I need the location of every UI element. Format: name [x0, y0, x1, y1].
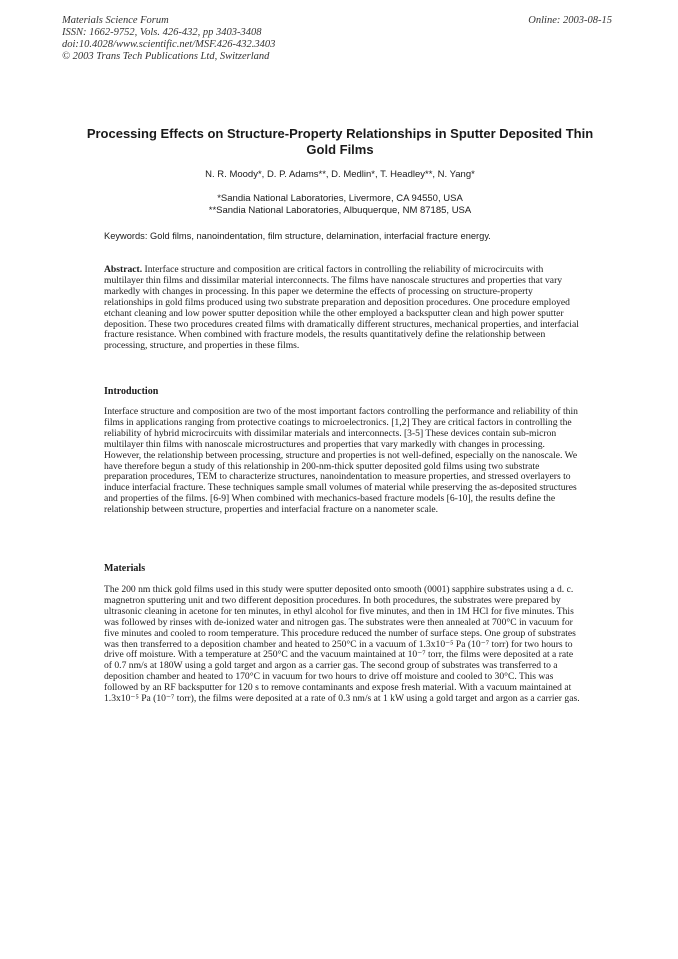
journal-name: Materials Science Forum — [62, 15, 169, 26]
page-header — [62, 15, 275, 63]
affiliation-albuquerque: **Sandia National Laboratories, Albuquerque, NM 87185, USA — [208, 205, 472, 216]
issn-line: ISSN: 1662-9752, Vols. 426-432, pp 3403-3408 — [62, 27, 262, 38]
introduction-paragraph: Interface structure and composition are two of the most important factors controlling the performance and reliability of thin films in applications ranging from protective coatings to microelectronics. [1,2] They are critical factors in controlling the reliability of hybrid microcircuits with dissimilar materials and interconnects. [3-5] These devices contain sub-micron multilayer thin films with nanoscale microstructures and properties that vary markedly with changes in processing. However, the relationship between processing, structure and properties is not well-defined, especially on the nanoscale. We have therefore begun a study of this relationship in 200-nm-thick sputter deposited gold films using two substrate preparation procedures, TEM to characterize structures, nanoindentation to measure properties, and stressed overlayers to induce interfacial fracture. These techniques sample small volumes of material while preserving the as-deposited structures and properties of the films. [6-9] When combined with mechanics-based fracture models [6-10], the results define the relationship between structure, properties and interfacial fracture on a nanometer scale. — [104, 406, 578, 516]
affiliation-livermore: *Sandia National Laboratories, Livermore, CA 94550, USA — [217, 193, 463, 204]
doi-line: doi:10.4028/www.scientific.net/MSF.426-432.3403 — [62, 39, 276, 50]
paper-title: Processing Effects on Structure-Property Relationships in Sputter Deposited Thin Gold Films — [86, 126, 594, 157]
introduction-heading: Introduction — [104, 386, 159, 397]
abstract-text: Interface structure and composition are critical factors in controlling the reliability of microcircuits with multilayer thin films and dissimilar material interconnects. The films have nanoscale structures and properties that vary markedly with changes in processing. In this paper we determine the effects of processing on structure-property relationships in gold films produced using two substrate preparation and deposition procedures. One procedure employed etchant cleaning and low power sputter deposition while the other employed a backsputter clean and high power sputter deposition. These two procedures created films with dramatically different structures, mechanical properties, and interfacial fracture resistance. When combined with fracture models, the results quantitatively define the relationship between processing, structure, and properties in these films. — [104, 264, 579, 352]
materials-paragraph: The 200 nm thick gold films used in this study were sputter deposited onto smooth (0001) sapphire substrates using a d. c. magnetron sputtering unit and two different deposition procedures. In both procedures, the substrates were prepared by ultrasonic cleaning in acetone for ten minutes, in ethyl alcohol for five minutes, and then in 1M HCl for five minutes. This was followed by rinses with de-ionized water and nitrogen gas. The substrates were then annealed at 700°C in vacuum for five minutes and cooled to room temperature. This procedure reduced the number of surface steps. One group of substrates was then transferred to a deposition chamber and heated to 250°C in a vacuum of 1.3x10⁻⁵ Pa (10⁻⁷ torr) for two hours to drive off moisture. With a temperature at 250°C and the vacuum maintained at 10⁻⁷ torr, the films were deposited at a rate of 0.7 nm/s at 180W using a gold target and argon as a carrier gas. The second group of substrates was transferred to a deposition chamber and heated to 170°C in vacuum for two hours to drive off moisture and cooled to 30°C. This was followed by an RF backsputter for 120 s to remove contaminants and expose fresh material. With a vacuum maintained at 1.3x10⁻⁵ Pa (10⁻⁷ torr), the films were deposited at a rate of 0.3 nm/s at 1 kW using a gold target and argon as a carrier gas. — [104, 584, 580, 705]
abstract-paragraph — [104, 265, 580, 352]
abstract-label: Abstract. — [104, 264, 143, 275]
author-list: N. R. Moody*, D. P. Adams**, D. Medlin*, T. Headley**, N. Yang* — [205, 169, 475, 180]
materials-heading: Materials — [104, 563, 146, 574]
copyright-line: © 2003 Trans Tech Publications Ltd, Switzerland — [62, 51, 270, 62]
online-date: Online: 2003-08-15 — [528, 15, 612, 26]
affiliations — [60, 193, 620, 217]
keywords: Keywords: Gold films, nanoindentation, film structure, delamination, interfacial fracture energy. — [104, 231, 491, 241]
